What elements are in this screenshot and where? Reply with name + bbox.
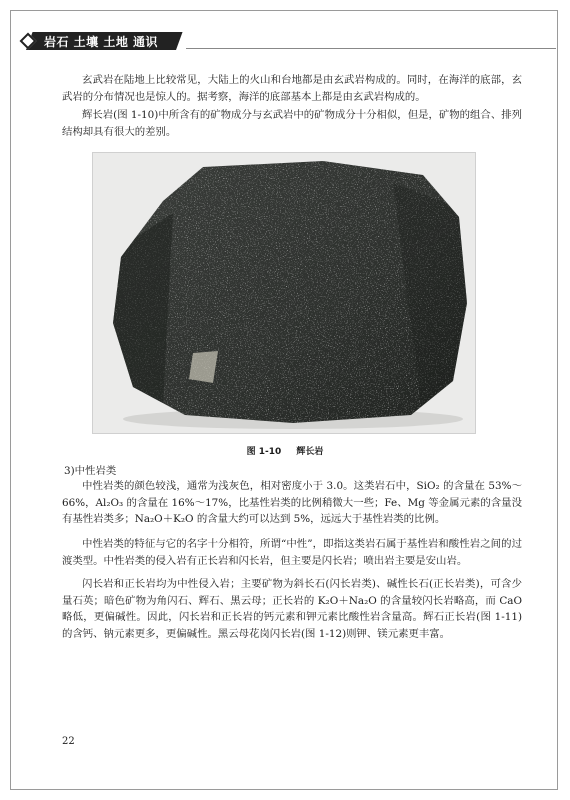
- figure-caption: [0, 444, 570, 457]
- paragraph-diorite-syenite: 闪长岩和正长岩均为中性侵入岩；主要矿物为斜长石(闪长岩类)、碱性长石(正长岩类)，可含少量石英；暗色矿物为角闪石、辉石、黑云母；正长岩的 K₂O＋Na₂O 的含量较闪长岩略高，而 CaO 略低，更偏碱性。因此，闪长岩和正长岩的钙元素和钾元素比酸性岩含量高。辉石正长岩(图 1-11)的含钙、钠元素更多，更偏碱性。黑云母花岗闪长岩(图 1-12)则钾、镁元素更丰富。: [62, 578, 522, 640]
- paragraph-gabbro: 辉长岩(图 1-10)中所含有的矿物成分与玄武岩中的矿物成分十分相似，但是，矿物的组合、排列结构却具有很大的差别。: [62, 109, 522, 138]
- gabbro-rock-image: [93, 153, 476, 434]
- figure-label: 辉长岩: [296, 447, 324, 457]
- page-number: 22: [62, 736, 75, 747]
- paragraph-basalt: 玄武岩在陆地上比较常见，大陆上的火山和台地都是由玄武岩构成的。同时，在海洋的底部，玄武岩的分布情况也是惊人的。据考察，海洋的底部基本上都是由玄武岩构成的。: [62, 74, 522, 103]
- figure-number: 图 1-10: [246, 447, 282, 457]
- header-rule: [186, 48, 556, 49]
- paragraph-intermediate-color: 中性岩类的颜色较浅，通常为浅灰色，相对密度小于 3.0。这类岩石中，SiO₂ 的含量在 53%～66%，Al₂O₃ 的含量在 16%～17%，比基性岩类的比例稍微大一些；Fe、Mg 等金属元素的含量没有基性岩类多；Na₂O＋K₂O 的含量大约可以达到 5%，远远大于基性岩类的比例。: [62, 480, 522, 525]
- header-title: 岩石 土壤 土地 通识: [44, 35, 159, 49]
- paragraph-intermediate-character: 中性岩类的特征与它的名字十分相符，所谓“中性”，即指这类岩石属于基性岩和酸性岩之间的过渡类型。中性岩类的侵入岩有正长岩和闪长岩，但主要是闪长岩；喷出岩主要是安山岩。: [62, 538, 522, 567]
- section-heading: 3)中性岩类: [64, 465, 117, 477]
- gabbro-photo: [92, 152, 476, 434]
